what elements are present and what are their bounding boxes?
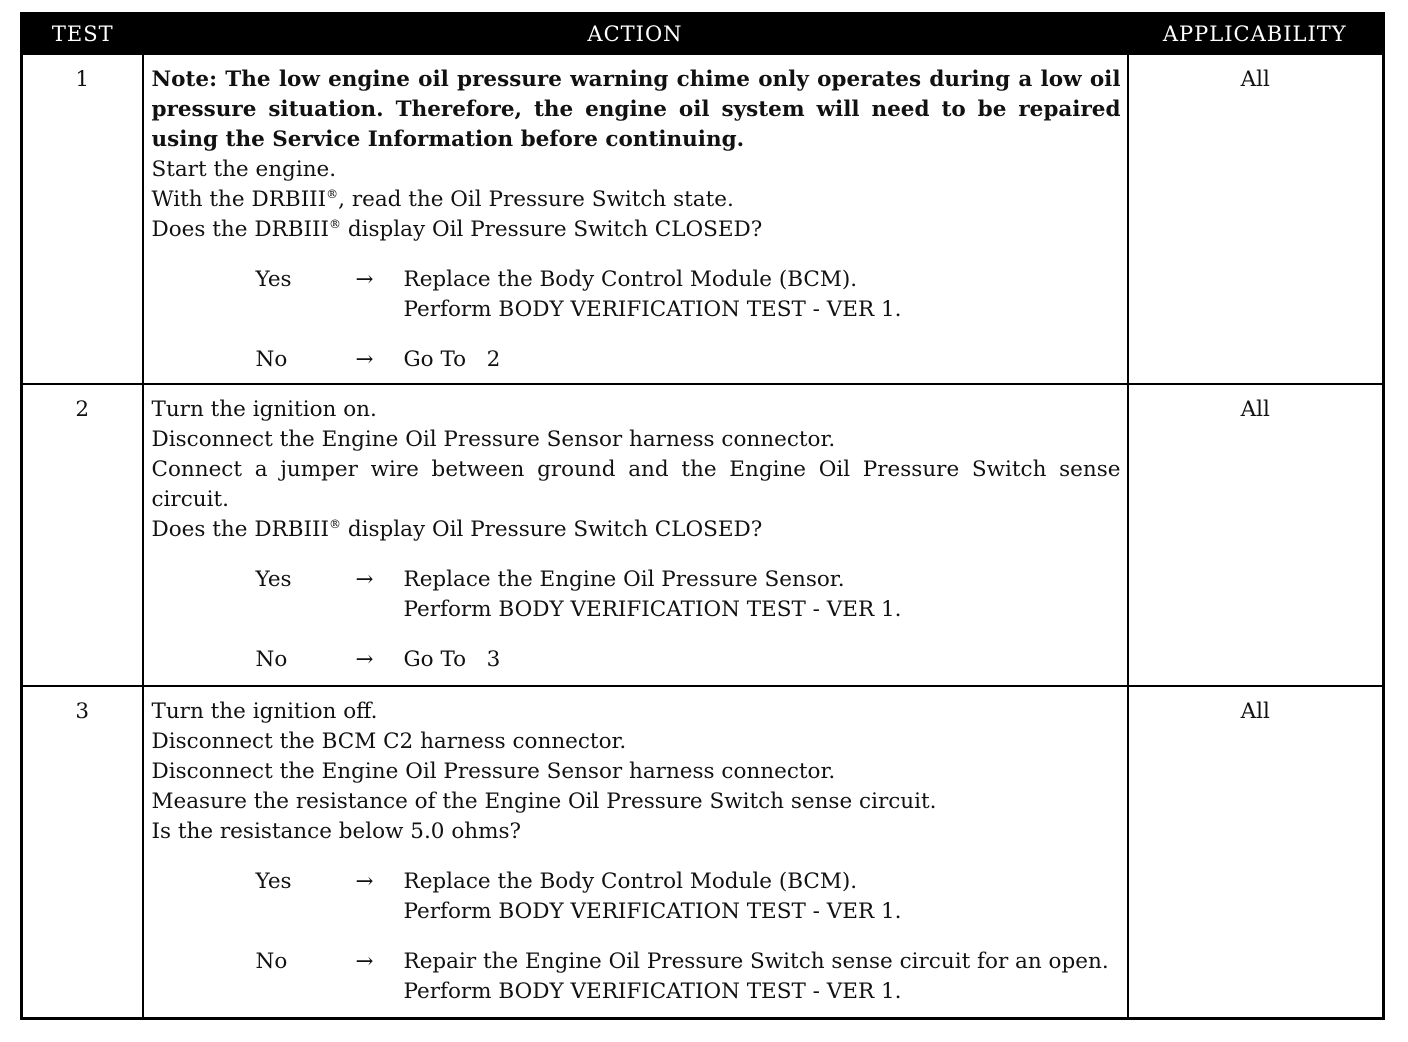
applicability-value: All [1128,384,1384,686]
step-text: Disconnect the BCM C2 harness connector. [151,729,627,754]
registered-mark: ® [326,186,339,201]
yes-outcome [256,265,1121,325]
yes-label: Yes [255,567,292,592]
arrow-icon: → [355,267,374,292]
yes-verification: Perform BODY VERIFICATION TEST - VER 1. [403,597,902,622]
arrow-icon: → [355,347,374,372]
action-cell [143,686,1128,1018]
no-label: No [255,647,288,672]
no-outcome [256,345,1121,375]
no-outcome [256,947,1121,1007]
header-action: ACTION [143,14,1128,55]
action-cell [143,54,1128,384]
test-number: 3 [22,686,143,1018]
arrow-icon: → [355,949,374,974]
yes-verification: Perform BODY VERIFICATION TEST - VER 1. [403,297,902,322]
action-cell [143,384,1128,686]
no-action: Go To 3 [403,647,501,672]
diagnostic-test-table [20,12,1385,1020]
no-action: Go To 2 [403,347,501,372]
table-row [22,54,1384,384]
header-test: TEST [22,14,143,55]
test-number: 1 [22,54,143,384]
no-verification: Perform BODY VERIFICATION TEST - VER 1. [403,979,902,1004]
yes-action: Replace the Engine Oil Pressure Sensor. [403,567,845,592]
yes-action: Replace the Body Control Module (BCM). [403,869,858,894]
yes-outcome [256,565,1121,625]
step-text: Measure the resistance of the Engine Oil Pressure Switch sense circuit. [151,789,937,814]
yes-outcome [256,867,1121,927]
test-number: 2 [22,384,143,686]
header-applicability: APPLICABILITY [1128,14,1384,55]
arrow-icon: → [355,647,374,672]
table-header-row [22,14,1384,55]
no-action: Repair the Engine Oil Pressure Switch sense circuit for an open. [403,949,1109,974]
step-text: Disconnect the Engine Oil Pressure Sensor harness connector. [151,427,836,452]
table-row [22,686,1384,1018]
question-text: Does the DRBIII® display Oil Pressure Switch CLOSED? [151,516,763,542]
yes-label: Yes [255,267,292,292]
yes-verification: Perform BODY VERIFICATION TEST - VER 1. [403,899,902,924]
question-text: Does the DRBIII® display Oil Pressure Switch CLOSED? [151,216,763,242]
applicability-value: All [1128,686,1384,1018]
applicability-value: All [1128,54,1384,384]
yes-label: Yes [255,869,292,894]
question-text: Is the resistance below 5.0 ohms? [151,819,522,844]
note-text: Note: The low engine oil pressure warning chime only operates during a low oil pressure situation. Therefore, the engine oil system will need to be repaired using the Service Information before continuing. [151,67,1121,152]
step-text: With the DRBIII®, read the Oil Pressure Switch state. [151,186,734,212]
registered-mark: ® [329,516,342,531]
step-text: Disconnect the Engine Oil Pressure Sensor harness connector. [151,759,836,784]
step-text: Turn the ignition on. [151,397,377,422]
table-row [22,384,1384,686]
step-text: Start the engine. [151,157,337,182]
yes-action: Replace the Body Control Module (BCM). [403,267,858,292]
no-label: No [255,949,288,974]
registered-mark: ® [329,216,342,231]
no-outcome [256,645,1121,675]
step-text: Turn the ignition off. [151,699,378,724]
step-text: Connect a jumper wire between ground and the Engine Oil Pressure Switch sense circuit. [151,457,1121,512]
arrow-icon: → [355,567,374,592]
arrow-icon: → [355,869,374,894]
no-label: No [255,347,288,372]
